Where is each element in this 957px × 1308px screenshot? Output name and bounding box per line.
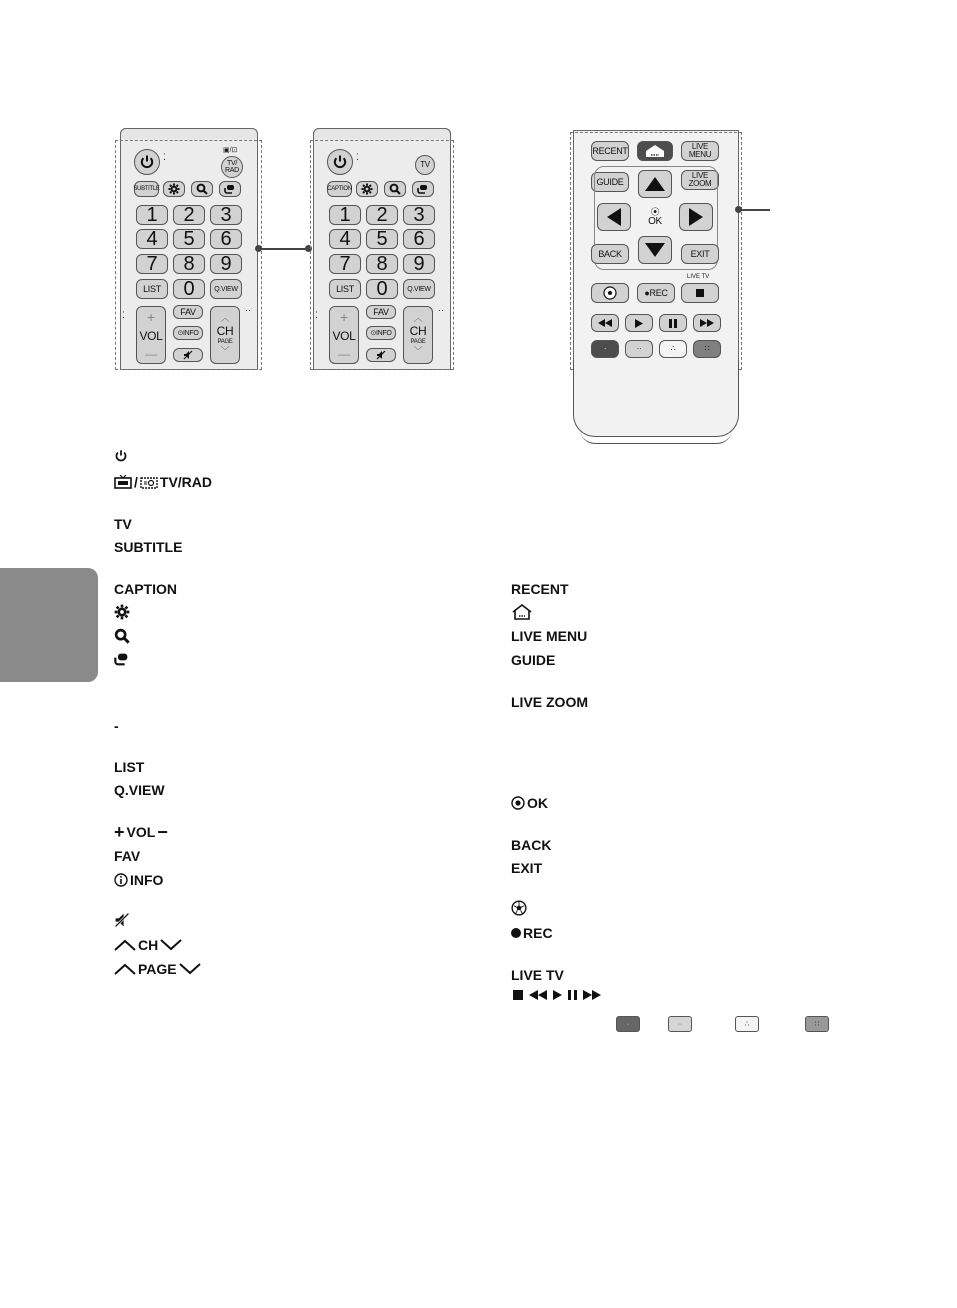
remote-top	[313, 128, 451, 139]
fav-label: FAV	[114, 848, 141, 864]
search-button[interactable]	[384, 181, 406, 197]
tactile-dots: ⁚	[315, 310, 318, 320]
settings-button[interactable]	[163, 181, 185, 197]
chevron-down-icon: ﹀	[413, 346, 423, 356]
radio-icon	[140, 475, 158, 489]
subtitle-label: SUBTITLE	[114, 539, 183, 555]
dpad-down-button[interactable]	[638, 236, 672, 264]
tv-icon	[114, 475, 132, 489]
dot-2-icon: ··	[636, 344, 642, 353]
soccer-icon	[511, 900, 527, 916]
tv-label: TV	[114, 516, 132, 532]
key-9[interactable]: 9	[403, 254, 435, 274]
ch-label: CH	[138, 937, 159, 953]
tv-rad-entry	[114, 473, 212, 491]
mute-icon	[376, 350, 386, 360]
list-entry	[114, 758, 144, 776]
live-tv-entry	[511, 966, 564, 984]
qview-button[interactable]: Q.VIEW	[403, 279, 435, 299]
recent-entry	[511, 580, 569, 598]
stop-icon	[513, 990, 523, 1000]
ok-dot-icon	[511, 796, 525, 810]
key-6[interactable]: 6	[210, 229, 242, 249]
input-entry	[114, 651, 130, 667]
live-menu-label: LIVE MENU	[511, 628, 588, 644]
chevron-up-icon	[114, 963, 136, 975]
gear-icon	[168, 183, 180, 195]
dot-1-icon: ·	[603, 344, 607, 353]
chevron-up-icon	[114, 939, 136, 951]
rec-button[interactable]: ●REC	[637, 283, 675, 303]
input-icon	[114, 651, 130, 667]
mute-entry	[114, 912, 130, 928]
list-button[interactable]: LIST	[329, 279, 361, 299]
key-2[interactable]: 2	[173, 205, 205, 225]
key-9[interactable]: 9	[210, 254, 242, 274]
color-key-yellow-icon: ∴	[735, 1016, 759, 1032]
qview-button[interactable]: Q.VIEW	[210, 279, 242, 299]
back-label: BACK	[511, 837, 552, 853]
qview-label: Q.VIEW	[114, 782, 165, 798]
color-button-blue[interactable]	[693, 340, 721, 358]
tv-rad-icons: ▣/⊡	[223, 147, 238, 154]
rewind-icon	[598, 319, 612, 327]
exit-button[interactable]: EXIT	[681, 244, 719, 264]
play-button[interactable]	[625, 314, 653, 332]
key-2[interactable]: 2	[366, 205, 398, 225]
vol-label: VOL	[126, 824, 156, 840]
fav-entry	[114, 847, 140, 865]
fast-forward-button[interactable]	[693, 314, 721, 332]
key-5[interactable]: 5	[173, 229, 205, 249]
tactile-dots: ··	[438, 305, 444, 315]
input-icon	[224, 183, 236, 195]
key-6[interactable]: 6	[403, 229, 435, 249]
dots-mark: ⁚	[356, 152, 359, 162]
ok-dot-icon: ⦿	[650, 206, 660, 217]
search-icon	[389, 183, 401, 195]
tactile-dots: ⁚	[122, 310, 125, 320]
back-entry	[511, 836, 551, 854]
tv-button[interactable]: TV	[415, 155, 435, 175]
tv-rad-button[interactable]: TV/ RAD	[221, 156, 243, 178]
tv-rad-label: TV/RAD	[159, 474, 213, 490]
ch-label: CH	[216, 324, 234, 338]
info-button[interactable]: ⊙INFO	[173, 326, 203, 340]
exit-entry	[511, 859, 542, 877]
key-7[interactable]: 7	[329, 254, 361, 274]
caption-button[interactable]: CAPTION	[327, 181, 352, 197]
info-button[interactable]: ⊙INFO	[366, 326, 396, 340]
volume-rocker[interactable]	[329, 306, 359, 364]
page-label: PAGE	[217, 339, 233, 345]
soccer-icon	[603, 286, 617, 300]
live-zoom-button[interactable]: LIVE ZOOM	[681, 170, 719, 190]
vol-minus-icon: —	[145, 347, 157, 361]
dpad-up-button[interactable]	[638, 170, 672, 198]
dash-label: -	[114, 718, 119, 734]
color-key-green-icon: ··	[668, 1016, 692, 1032]
mute-icon	[183, 350, 193, 360]
vol-minus-icon: —	[338, 347, 350, 361]
settings-button[interactable]	[356, 181, 378, 197]
exit-label: EXIT	[511, 860, 543, 876]
page-label: PAGE	[138, 961, 177, 977]
record-dot-icon	[511, 928, 521, 938]
live-zoom-entry	[511, 693, 588, 711]
sports-entry	[511, 900, 527, 916]
fast-forward-icon	[583, 990, 601, 1000]
chevron-up-icon: ︿	[413, 313, 423, 323]
key-3[interactable]: 3	[210, 205, 242, 225]
callout-line	[740, 209, 770, 211]
plus-icon: +	[114, 822, 125, 842]
key-5[interactable]: 5	[366, 229, 398, 249]
subtitle-button[interactable]: SUBTITLE	[134, 181, 159, 197]
power-entry	[114, 449, 128, 463]
list-button[interactable]: LIST	[136, 279, 168, 299]
pause-button[interactable]	[659, 314, 687, 332]
page-entry	[114, 960, 201, 978]
remote-top	[120, 128, 258, 139]
key-1[interactable]: 1	[329, 205, 361, 225]
settings-entry	[114, 604, 130, 620]
mute-button[interactable]	[366, 348, 396, 362]
pause-icon	[669, 319, 677, 328]
remote-c-bottom	[573, 360, 739, 437]
ok-button[interactable]	[640, 205, 670, 229]
color-button-red[interactable]	[591, 340, 619, 358]
key-4[interactable]: 4	[329, 229, 361, 249]
key-1[interactable]: 1	[136, 205, 168, 225]
guide-label: GUIDE	[511, 652, 556, 668]
key-8[interactable]: 8	[173, 254, 205, 274]
tactile-dots: ··	[245, 305, 251, 315]
mute-icon	[114, 912, 130, 928]
arrow-left-icon	[607, 208, 621, 226]
tv-entry	[114, 515, 132, 533]
vol-plus-icon: +	[147, 309, 155, 325]
dpad-right-button[interactable]	[679, 203, 713, 231]
power-icon	[114, 449, 128, 463]
list-label: LIST	[114, 759, 145, 775]
color-key-blue-icon: ∷	[805, 1016, 829, 1032]
ok-label: OK	[527, 795, 548, 811]
key-3[interactable]: 3	[403, 205, 435, 225]
section-tab	[0, 568, 98, 682]
page-label: PAGE	[410, 339, 426, 345]
key-8[interactable]: 8	[366, 254, 398, 274]
fav-button[interactable]: FAV	[366, 305, 396, 319]
home-icon	[644, 144, 666, 158]
guide-button[interactable]: GUIDE	[591, 172, 629, 192]
chevron-down-icon: ﹀	[220, 346, 230, 356]
key-0[interactable]: 0	[173, 279, 205, 299]
chevron-down-icon	[179, 963, 201, 975]
arrow-down-icon	[645, 243, 665, 257]
live-menu-button[interactable]: LIVE MENU	[681, 141, 719, 161]
recent-label: RECENT	[511, 581, 569, 597]
guide-entry	[511, 651, 555, 669]
rewind-button[interactable]	[591, 314, 619, 332]
search-icon	[114, 628, 130, 644]
live-tv-label: LIVE TV	[511, 967, 564, 983]
caption-label: CAPTION	[114, 581, 177, 597]
info-entry	[114, 871, 163, 889]
rec-label: REC	[523, 925, 553, 941]
ch-entry	[114, 936, 182, 954]
search-icon	[196, 183, 208, 195]
info-label: INFO	[130, 872, 164, 888]
dpad-left-button[interactable]	[597, 203, 631, 231]
live-zoom-label: LIVE ZOOM	[511, 694, 588, 710]
back-button[interactable]: BACK	[591, 244, 629, 264]
live-menu-entry	[511, 627, 587, 645]
live-tv-caption: LIVE TV	[687, 274, 710, 280]
chevron-down-icon	[160, 939, 182, 951]
slash-icon: /	[134, 474, 138, 490]
ok-label: OK	[648, 215, 662, 227]
arrow-up-icon	[645, 177, 665, 191]
vol-entry	[114, 823, 168, 841]
channel-rocker[interactable]	[403, 306, 433, 364]
input-icon	[417, 183, 429, 195]
input-button[interactable]	[412, 181, 434, 197]
color-button-green[interactable]	[625, 340, 653, 358]
info-icon	[114, 873, 128, 887]
fast-forward-icon	[700, 319, 714, 327]
chevron-up-icon: ︿	[220, 313, 230, 323]
volume-rocker[interactable]	[136, 306, 166, 364]
key-0[interactable]: 0	[366, 279, 398, 299]
dot-3-icon: ∴	[670, 344, 676, 353]
playback-entry	[513, 990, 601, 1000]
gear-icon	[114, 604, 130, 620]
rec-entry	[511, 924, 553, 942]
minus-icon: −	[157, 822, 168, 842]
power-button[interactable]	[134, 149, 160, 175]
vol-label: VOL	[332, 329, 356, 343]
power-icon	[139, 154, 155, 170]
pause-icon	[568, 990, 577, 1000]
fav-button[interactable]: FAV	[173, 305, 203, 319]
ch-label: CH	[409, 324, 427, 338]
qview-entry	[114, 781, 165, 799]
sports-button[interactable]	[591, 283, 629, 303]
stop-button[interactable]	[681, 283, 719, 303]
search-button[interactable]	[191, 181, 213, 197]
gear-icon	[361, 183, 373, 195]
home-button[interactable]	[637, 141, 673, 161]
arrow-right-icon	[689, 208, 703, 226]
vol-plus-icon: +	[340, 309, 348, 325]
recent-button[interactable]: RECENT	[591, 141, 629, 161]
mute-button[interactable]	[173, 348, 203, 362]
search-entry	[114, 628, 130, 644]
key-4[interactable]: 4	[136, 229, 168, 249]
stop-icon	[696, 289, 704, 297]
power-icon	[332, 154, 348, 170]
channel-rocker[interactable]	[210, 306, 240, 364]
dash-entry	[114, 717, 119, 735]
vol-label: VOL	[139, 329, 163, 343]
color-button-yellow[interactable]	[659, 340, 687, 358]
play-icon	[553, 990, 562, 1000]
play-icon	[635, 319, 643, 328]
dot-4-icon: ∷	[704, 344, 710, 353]
power-button[interactable]	[327, 149, 353, 175]
home-entry	[511, 604, 533, 620]
callout-line	[260, 248, 308, 250]
ok-entry	[511, 794, 548, 812]
rewind-icon	[529, 990, 547, 1000]
input-button[interactable]	[219, 181, 241, 197]
color-key-red-icon: ·	[616, 1016, 640, 1032]
dots-mark: ⁚	[163, 152, 166, 162]
subtitle-entry	[114, 538, 182, 556]
home-icon	[511, 604, 533, 620]
key-7[interactable]: 7	[136, 254, 168, 274]
caption-entry	[114, 580, 177, 598]
